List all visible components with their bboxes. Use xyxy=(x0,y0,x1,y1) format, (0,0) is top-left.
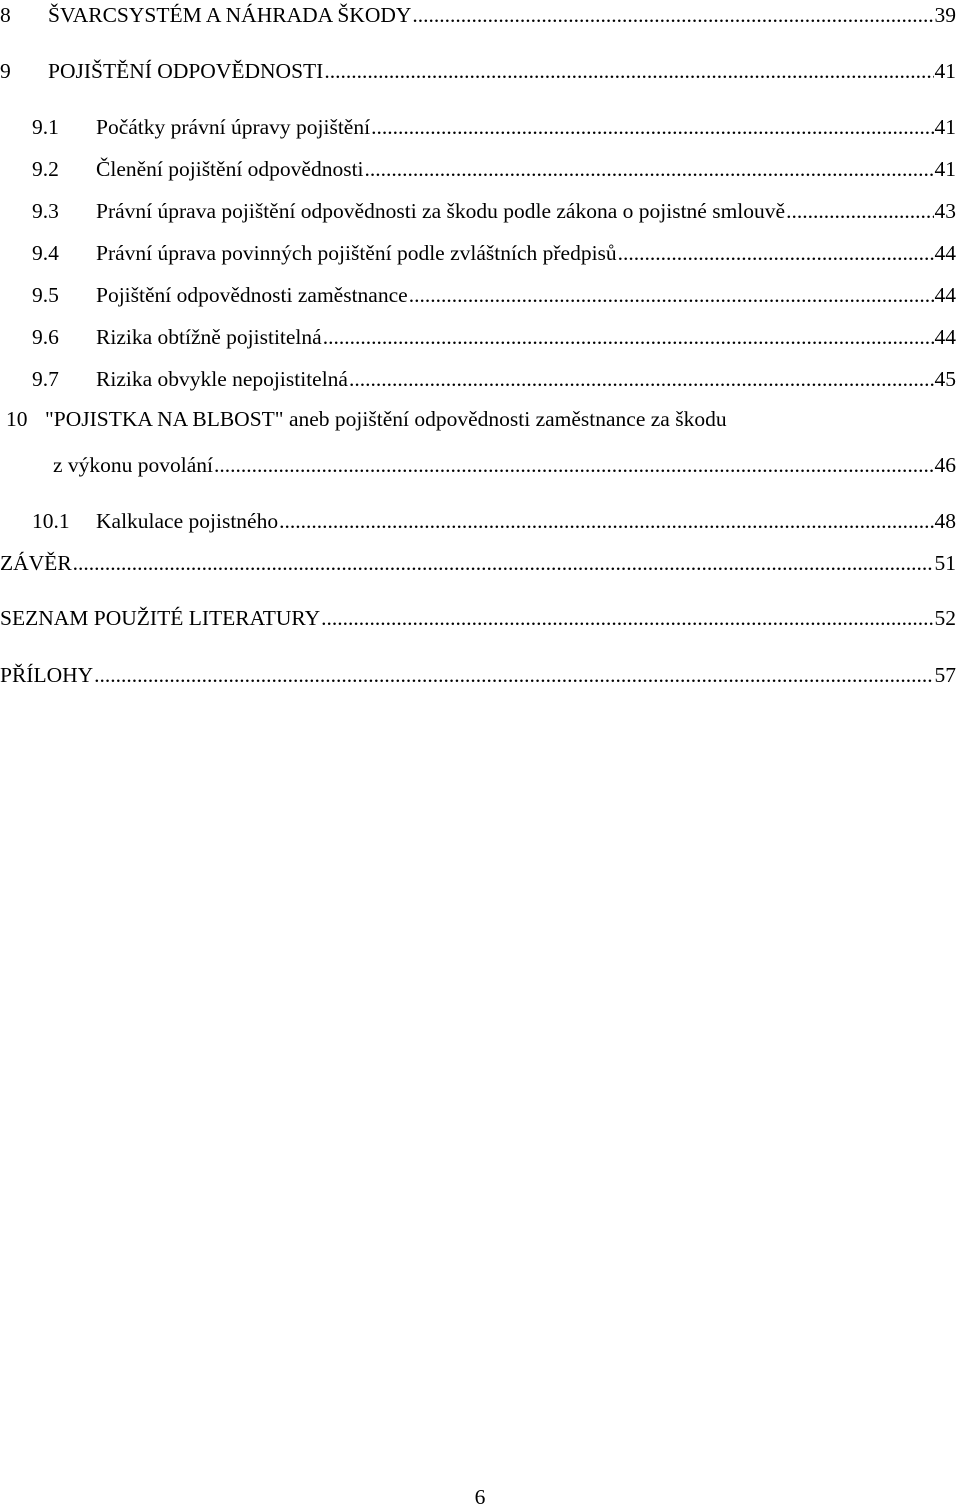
toc-entry-number: 10.1 xyxy=(32,509,70,533)
toc-entry-title: Pojištění odpovědnosti zaměstnance xyxy=(96,283,408,307)
toc-entry-title: POJIŠTĚNÍ ODPOVĚDNOSTI xyxy=(48,59,324,83)
toc-entry[interactable] xyxy=(0,196,956,226)
toc-entry-title: ŠVARCSYSTÉM A NÁHRADA ŠKODY xyxy=(48,3,412,27)
toc-dot-leader xyxy=(321,603,933,633)
page-number: 6 xyxy=(474,1485,486,1509)
toc-entry-title: SEZNAM POUŽITÉ LITERATURY xyxy=(0,606,321,630)
toc-entry-page: 46 xyxy=(934,453,956,477)
toc-entry[interactable] xyxy=(0,660,956,690)
toc-entry[interactable] xyxy=(0,154,956,184)
toc-entry-title: "POJISTKA NA BLBOST" aneb pojištění odpovědnosti zaměstnance za škodu xyxy=(45,407,727,431)
toc-entry-page: 45 xyxy=(934,367,956,391)
toc-dot-leader xyxy=(371,112,933,142)
toc-entry-multiline[interactable] xyxy=(0,404,956,434)
toc-entry-page: 39 xyxy=(934,3,956,27)
toc-entry-title: Rizika obvykle nepojistitelná xyxy=(96,367,348,391)
toc-entry-title-continued: z výkonu povolání xyxy=(53,453,214,477)
toc-entry-title: Právní úprava pojištění odpovědnosti za škodu podle zákona o pojistné smlouvě xyxy=(96,199,786,223)
toc-entry-page: 48 xyxy=(934,509,956,533)
toc-entry-title: PŘÍLOHY xyxy=(0,663,94,687)
toc-entry-page: 44 xyxy=(934,283,956,307)
toc-entry-number: 9.7 xyxy=(32,367,59,391)
toc-entry-page: 41 xyxy=(934,59,956,83)
toc-entry-number: 9.1 xyxy=(32,115,59,139)
toc-entry-title: ZÁVĚR xyxy=(0,551,72,575)
toc-dot-leader xyxy=(786,196,933,226)
toc-entry[interactable] xyxy=(0,548,956,578)
toc-entry[interactable] xyxy=(0,322,956,352)
toc-dot-leader xyxy=(73,548,934,578)
toc-entry-page: 57 xyxy=(934,663,956,687)
toc-entry[interactable] xyxy=(0,603,956,633)
toc-entry-page: 43 xyxy=(934,199,956,223)
toc-entry-title: Právní úprava povinných pojištění podle zvláštních předpisů xyxy=(96,241,617,265)
toc-entry[interactable] xyxy=(0,238,956,268)
toc-entry-number: 10 xyxy=(6,407,28,431)
toc-dot-leader xyxy=(412,0,933,30)
toc-dot-leader xyxy=(618,238,934,268)
toc-entry-title: Počátky právní úpravy pojištění xyxy=(96,115,371,139)
toc-entry-page: 41 xyxy=(934,157,956,181)
toc-entry-number: 9.3 xyxy=(32,199,59,223)
toc-entry[interactable] xyxy=(0,112,956,142)
toc-entry-number: 9.2 xyxy=(32,157,59,181)
toc-entry-page: 44 xyxy=(934,325,956,349)
toc-dot-leader xyxy=(323,322,934,352)
toc-entry-number: 9 xyxy=(0,59,11,83)
toc-entry-number: 8 xyxy=(0,3,11,27)
toc-entry-page: 51 xyxy=(934,551,956,575)
toc-entry[interactable] xyxy=(0,280,956,310)
toc-entry-page: 52 xyxy=(934,606,956,630)
toc-dot-leader xyxy=(349,364,934,394)
toc-entry[interactable] xyxy=(0,56,956,86)
toc-dot-leader xyxy=(324,56,933,86)
toc-entry-number: 9.6 xyxy=(32,325,59,349)
toc-entry-page: 44 xyxy=(934,241,956,265)
toc-dot-leader xyxy=(409,280,934,310)
toc-entry[interactable] xyxy=(0,0,956,30)
toc-entry-continuation[interactable] xyxy=(0,450,956,480)
toc-dot-leader xyxy=(365,154,934,184)
toc-entry-title: Kalkulace pojistného xyxy=(96,509,279,533)
toc-entry[interactable] xyxy=(0,364,956,394)
toc-dot-leader xyxy=(214,450,933,480)
toc-entry-title: Rizika obtížně pojistitelná xyxy=(96,325,322,349)
toc-entry-page: 41 xyxy=(934,115,956,139)
toc-entry-number: 9.5 xyxy=(32,283,59,307)
toc-entry-number: 9.4 xyxy=(32,241,59,265)
toc-entry-title: Členění pojištění odpovědnosti xyxy=(96,157,364,181)
toc-entry[interactable] xyxy=(0,506,956,536)
toc-dot-leader xyxy=(94,660,933,690)
toc-dot-leader xyxy=(279,506,933,536)
